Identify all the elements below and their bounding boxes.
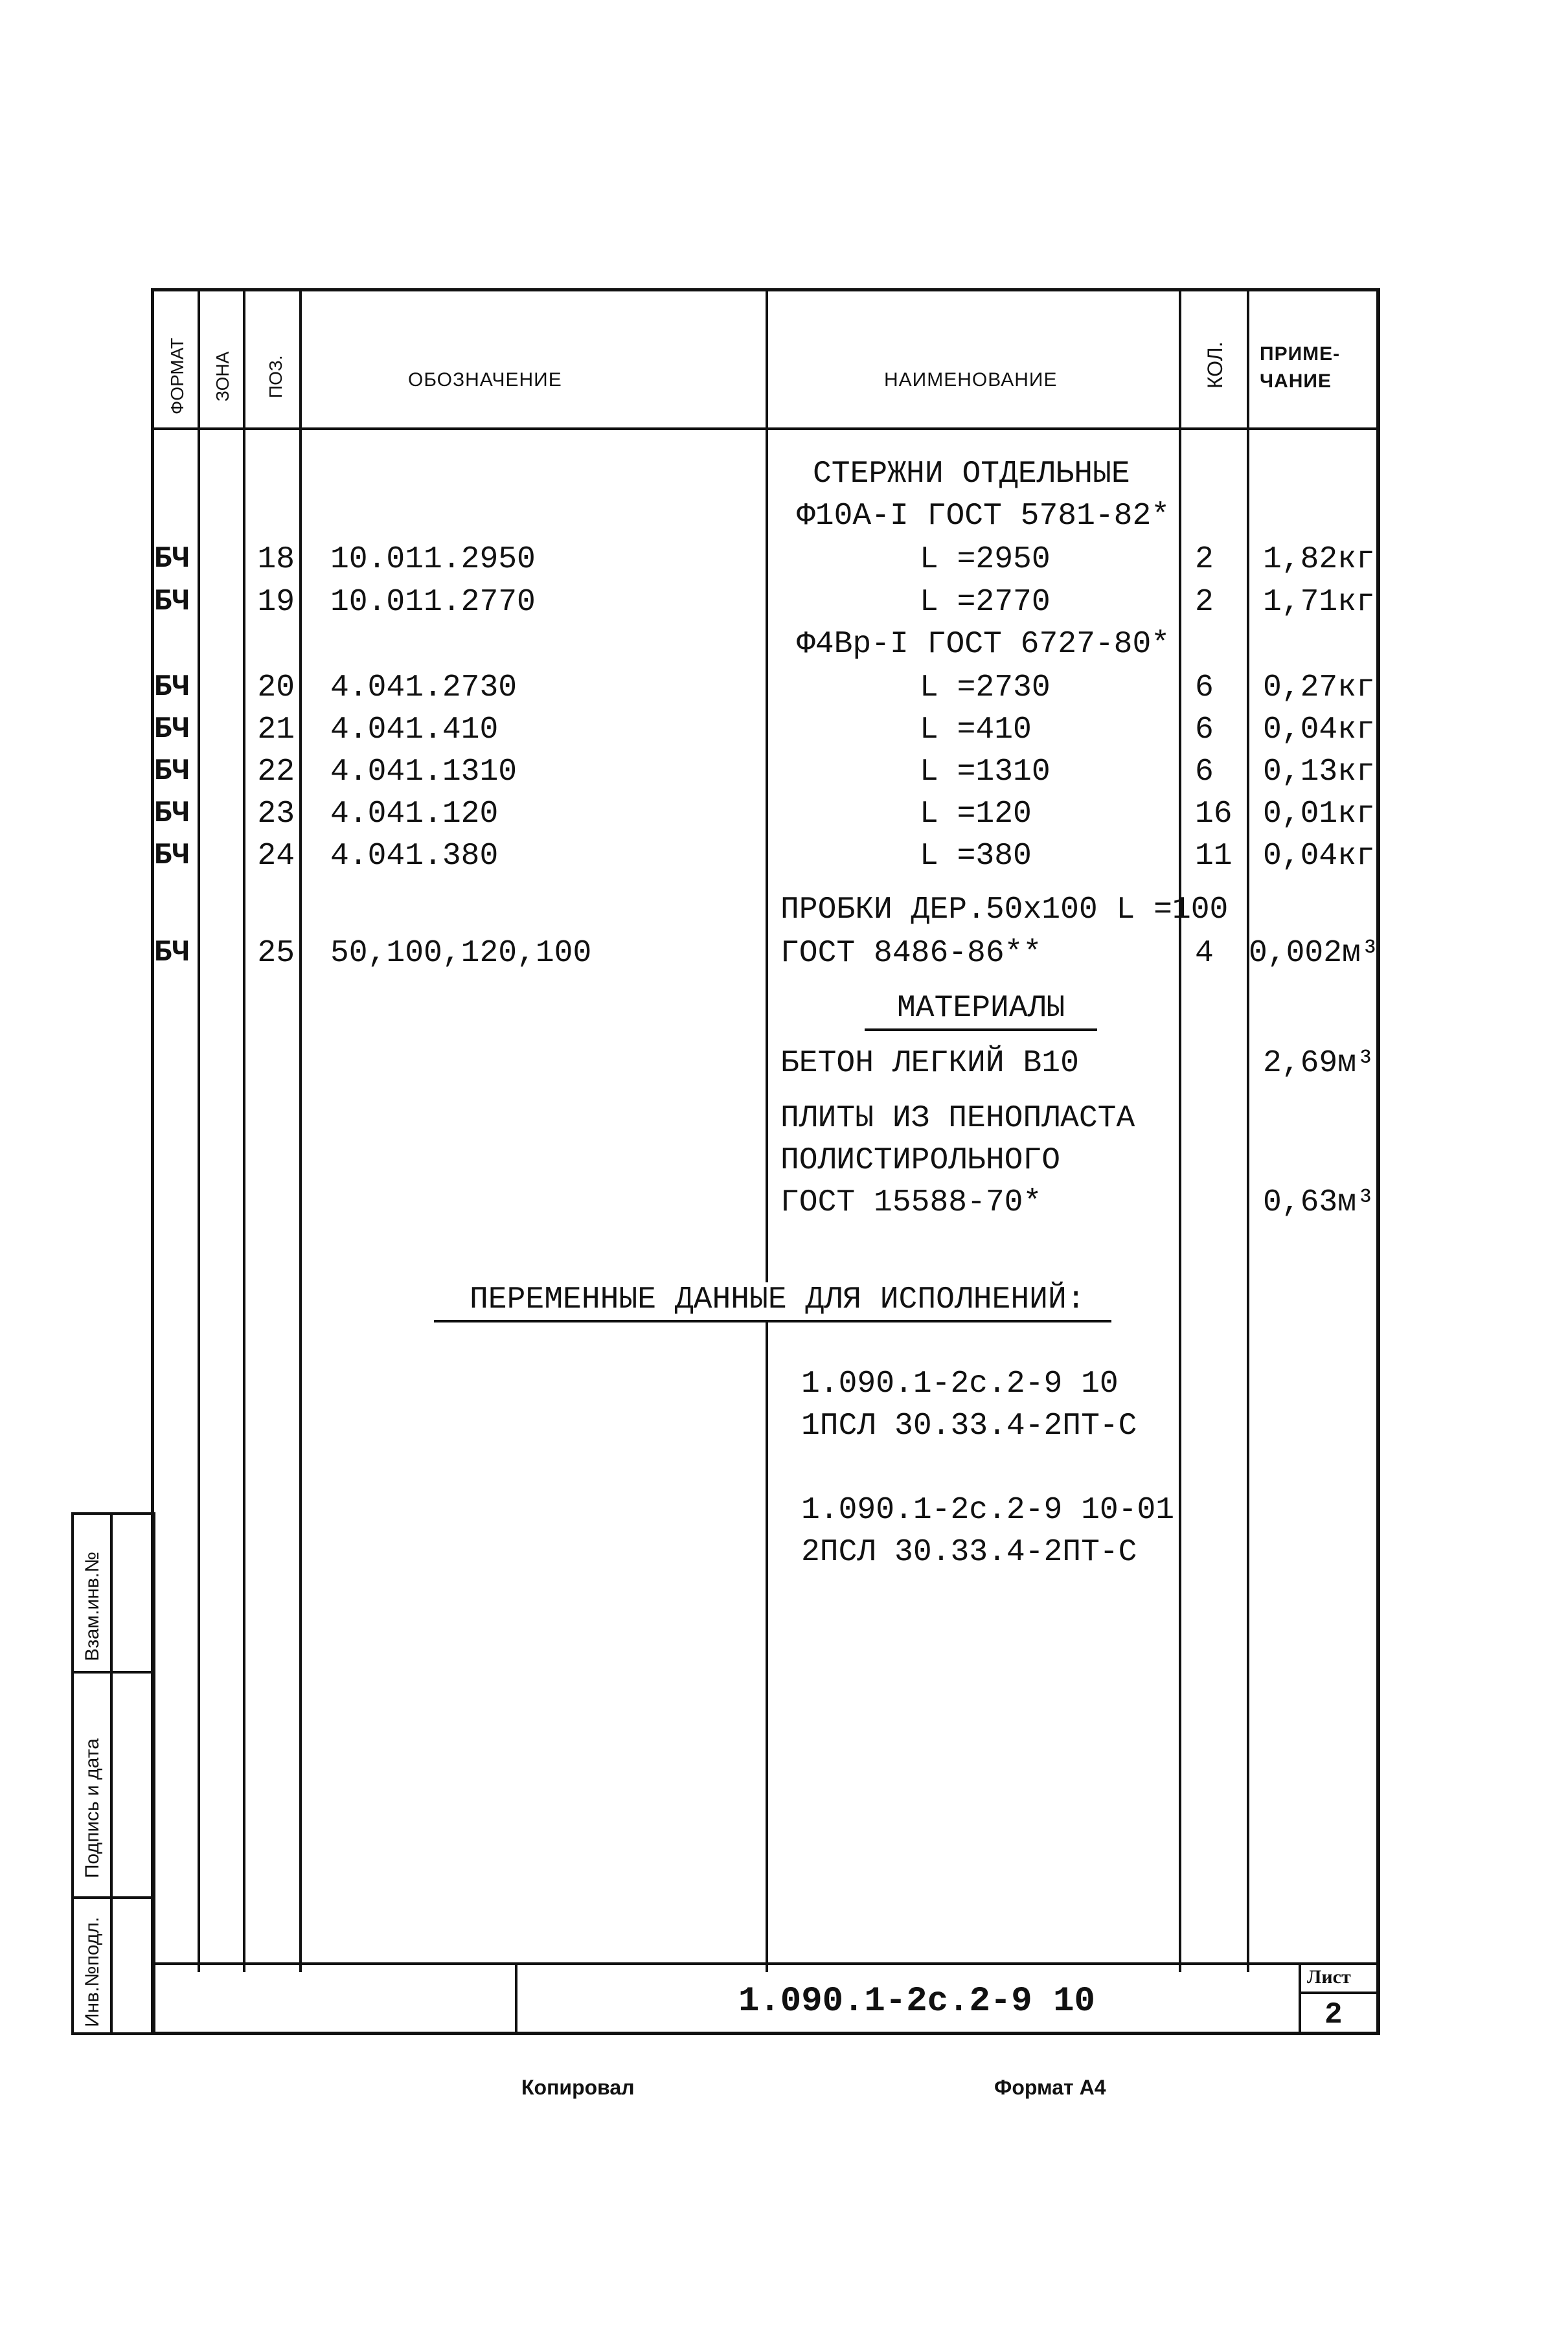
row19-qty: 2: [1195, 585, 1214, 620]
row19-pos: 19: [257, 585, 295, 620]
row22-qty: 6: [1195, 755, 1214, 789]
side-stamp-rule-1: [71, 1671, 155, 1674]
header-name: НАИМЕНОВАНИЕ: [884, 369, 1058, 391]
row21-pos: 21: [257, 712, 295, 747]
row20-name: L =2730: [920, 670, 1051, 705]
col-divider-pos: [299, 288, 302, 1972]
col-divider-name: [1179, 288, 1181, 1972]
title-block-doc-code: 1.090.1-2с.2-9 10: [738, 1982, 1095, 2021]
side-stamp-sign-date: Подпись и дата: [82, 1738, 103, 1878]
row23-name: L =120: [920, 797, 1032, 832]
row18-name: L =2950: [920, 542, 1051, 577]
sheet-box-rule: [1299, 1992, 1380, 1994]
row23-designation: 4.041.120: [330, 797, 499, 832]
section-rods-title: СТЕРЖНИ ОТДЕЛЬНЫЕ: [813, 457, 1130, 492]
row18-pos: 18: [257, 542, 295, 577]
row20-qty: 6: [1195, 670, 1214, 705]
header-designation: ОБОЗНАЧЕНИЕ: [408, 369, 562, 391]
header-rule: [151, 427, 1380, 430]
row21-note: 0,04кг: [1263, 712, 1375, 747]
col-divider-format: [198, 288, 200, 1972]
material-foam-line1: ПЛИТЫ ИЗ ПЕНОПЛАСТА: [780, 1101, 1135, 1136]
col-divider-designation: [766, 288, 768, 1972]
variant1-line1: 1.090.1-2с.2-9 10: [801, 1367, 1119, 1402]
row24-designation: 4.041.380: [330, 839, 499, 874]
material-foam-line3: ГОСТ 15588-70*: [780, 1185, 1042, 1220]
sheet-label: Лист: [1307, 1966, 1351, 1988]
row20-designation: 4.041.2730: [330, 670, 517, 705]
row21-name: L =410: [920, 712, 1032, 747]
footer-copied: Копировал: [521, 2076, 635, 2099]
section-variable-title: ПЕРЕМЕННЫЕ ДАННЫЕ ДЛЯ ИСПОЛНЕНИЙ:: [434, 1282, 1111, 1322]
row18-designation: 10.011.2950: [330, 542, 536, 577]
row20-pos: 20: [257, 670, 295, 705]
row21-designation: 4.041.410: [330, 712, 499, 747]
side-stamp-vzam-inv: Взам.инв.№: [82, 1551, 103, 1661]
row19-format: БЧ: [154, 585, 190, 619]
side-stamp-divider: [110, 1512, 113, 2035]
section-rods-gost1: Ф10А-I ГОСТ 5781-82*: [797, 499, 1170, 534]
section-plugs-line2: ГОСТ 8486-86**: [780, 936, 1042, 971]
row24-qty: 11: [1195, 839, 1233, 874]
variant1-line2: 1ПСЛ 30.33.4-2ПТ-С: [801, 1409, 1137, 1444]
row18-format: БЧ: [154, 542, 190, 576]
header-pos: ПОЗ.: [266, 355, 286, 398]
col-divider-qty: [1247, 288, 1249, 1972]
row23-qty: 16: [1195, 797, 1233, 832]
row25-designation: 50,100,120,100: [330, 936, 592, 971]
header-note-line2: ЧАНИЕ: [1260, 370, 1332, 392]
section-rods-gost2: Ф4Вр-I ГОСТ 6727-80*: [797, 627, 1170, 662]
col-divider-zone: [243, 288, 245, 1972]
row20-format: БЧ: [154, 670, 190, 704]
header-note-line1: ПРИМЕ-: [1260, 343, 1341, 365]
material-foam-note: 0,63м³: [1263, 1185, 1375, 1220]
header-zone: ЗОНА: [212, 351, 233, 402]
row22-note: 0,13кг: [1263, 755, 1375, 789]
footer-format: Формат А4: [994, 2076, 1106, 2099]
sheet-number: 2: [1324, 1998, 1343, 2032]
row21-format: БЧ: [154, 712, 190, 746]
row20-note: 0,27кг: [1263, 670, 1375, 705]
material-concrete-note: 2,69м³: [1263, 1046, 1375, 1081]
row24-note: 0,04кг: [1263, 839, 1375, 874]
row19-note: 1,71кг: [1263, 585, 1375, 620]
row22-pos: 22: [257, 755, 295, 789]
row24-format: БЧ: [154, 839, 190, 872]
header-qty: КОЛ.: [1203, 341, 1227, 389]
row22-format: БЧ: [154, 755, 190, 788]
material-concrete: БЕТОН ЛЕГКИЙ В10: [780, 1046, 1079, 1081]
row19-name: L =2770: [920, 585, 1051, 620]
row25-format: БЧ: [154, 936, 190, 970]
row22-designation: 4.041.1310: [330, 755, 517, 789]
header-format: ФОРМАТ: [167, 337, 187, 414]
variant2-line1: 1.090.1-2с.2-9 10-01: [801, 1493, 1175, 1528]
row21-qty: 6: [1195, 712, 1214, 747]
row24-pos: 24: [257, 839, 295, 874]
section-materials-title: МАТЕРИАЛЫ: [865, 991, 1097, 1031]
row19-designation: 10.011.2770: [330, 585, 536, 620]
section-plugs-line1: ПРОБКИ ДЕР.50х100 L =100: [780, 892, 1229, 927]
row25-qty: 4: [1195, 936, 1214, 971]
row18-qty: 2: [1195, 542, 1214, 577]
row18-note: 1,82кг: [1263, 542, 1375, 577]
row22-name: L =1310: [920, 755, 1051, 789]
side-stamp-rule-2: [71, 1896, 155, 1899]
title-block-top-rule: [151, 1962, 1380, 1965]
material-foam-line2: ПОЛИСТИРОЛЬНОГО: [780, 1143, 1061, 1178]
row23-note: 0,01кг: [1263, 797, 1375, 832]
row23-format: БЧ: [154, 797, 190, 830]
title-block-divider: [515, 1962, 517, 2035]
row25-pos: 25: [257, 936, 295, 971]
row25-note: 0,002м³: [1249, 936, 1380, 971]
side-stamp-inv-orig: Инв.№подл.: [82, 1916, 103, 2027]
row24-name: L =380: [920, 839, 1032, 874]
row23-pos: 23: [257, 797, 295, 832]
variant2-line2: 2ПСЛ 30.33.4-2ПТ-С: [801, 1535, 1137, 1570]
